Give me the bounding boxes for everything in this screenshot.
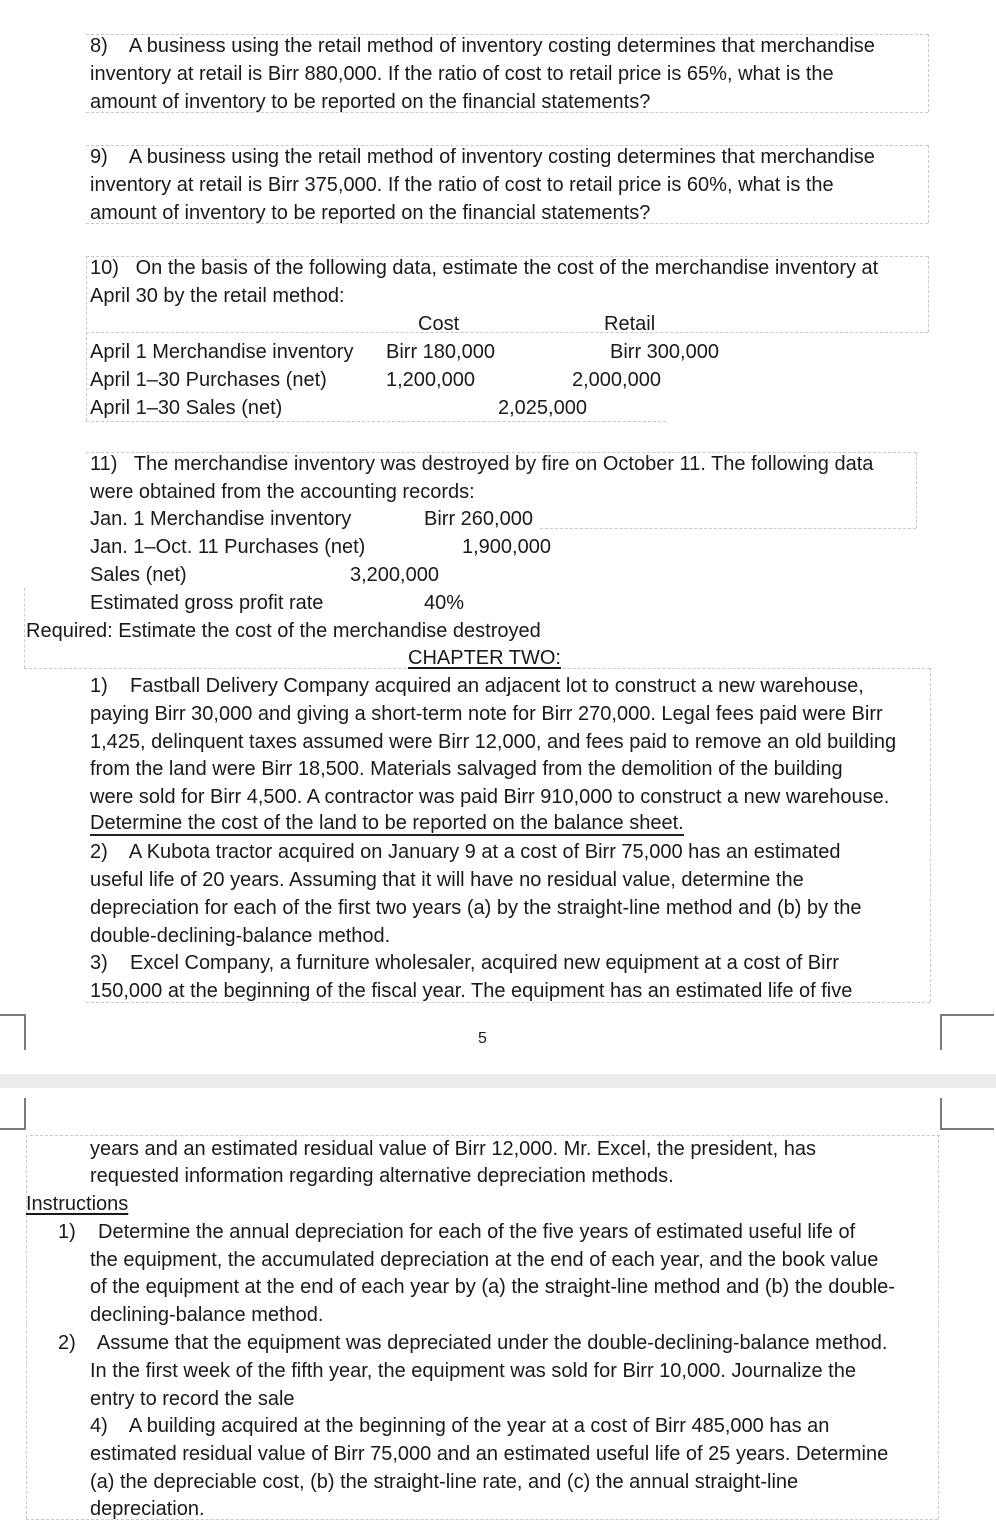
q10-row-label: April 1 Merchandise inventory — [90, 341, 354, 363]
p2-line2: requested information regarding alternative depreciation methods. — [90, 1165, 674, 1187]
p4-line3: (a) the depreciable cost, (b) the straight-line rate, and (c) the annual straight-line — [90, 1471, 799, 1493]
q11-row-value: Birr 260,000 — [424, 508, 533, 530]
q10-row-retail: 2,000,000 — [572, 369, 661, 391]
p4-line1 — [90, 1414, 829, 1438]
q10-header-cost: Cost — [418, 313, 460, 335]
q11-row-label: Jan. 1–Oct. 11 Purchases (net) — [90, 536, 366, 558]
q11-row-label: Sales (net) — [90, 564, 187, 586]
c2-p1-text: Fastball Delivery Company acquired an adjacent lot to construct a new warehouse, — [130, 675, 864, 697]
q11-text: The merchandise inventory was destroyed by fire on October 11. The following data — [133, 453, 874, 475]
c2-p3-line2: 150,000 at the beginning of the fiscal year. The equipment has an estimated life of five — [90, 980, 853, 1002]
dash-line — [928, 256, 929, 332]
q11-required: Required: Estimate the cost of the merchandise destroyed — [26, 620, 541, 642]
c2-p1-line5: were sold for Birr 4,500. A contractor was paid Birr 910,000 to construct a new warehouse. — [90, 786, 890, 808]
i2-number: 2) — [58, 1332, 76, 1354]
q10-row-cost: Birr 180,000 — [386, 341, 495, 363]
q11-row-value: 1,900,000 — [462, 536, 551, 558]
q10-row-retail: 2,025,000 — [498, 397, 587, 419]
c2-p1-line6: Determine the cost of the land to be reported on the balance sheet. — [90, 812, 684, 834]
crop-mark — [940, 1098, 994, 1130]
q10-header-retail: Retail — [604, 313, 656, 335]
c2-p2-line4: double-declining-balance method. — [90, 925, 391, 947]
q10-row-cost: 1,200,000 — [386, 369, 475, 391]
dash-line — [86, 256, 87, 421]
p2-line1: years and an estimated residual value of Birr 12,000. Mr. Excel, the president, has — [90, 1138, 816, 1160]
q10-row-retail: Birr 300,000 — [610, 341, 719, 363]
q11-row-label: Jan. 1 Merchandise inventory — [90, 508, 352, 530]
i2-line2: In the first week of the fifth year, the equipment was sold for Birr 10,000. Journalize the — [90, 1360, 856, 1382]
q10-row-label: April 1–30 Sales (net) — [90, 397, 283, 419]
q9-number: 9) — [90, 146, 108, 168]
q9-line1 — [90, 145, 875, 169]
c2-p3-text: Excel Company, a furniture wholesaler, acquired new equipment at a cost of Birr — [130, 952, 839, 974]
i2-text: Assume that the equipment was depreciated under the double-declining-balance method. — [96, 1332, 888, 1354]
dash-line — [928, 34, 929, 112]
q11-line2: were obtained from the accounting records: — [90, 481, 475, 503]
c2-p2-number: 2) — [90, 841, 108, 863]
p4-line2: estimated residual value of Birr 75,000 and an estimated useful life of 25 years. Determine — [90, 1443, 889, 1465]
page-number: 5 — [478, 1030, 487, 1047]
dash-line — [928, 145, 929, 223]
dash-line — [930, 668, 931, 1002]
c2-p1-number: 1) — [90, 675, 108, 697]
c2-p2-line3: depreciation for each of the first two years (a) by the straight-line method and (b) by the — [90, 897, 862, 919]
dash-line — [86, 332, 928, 333]
instructions-heading: Instructions — [26, 1193, 129, 1215]
q10-line1 — [90, 256, 878, 280]
i1-line3: of the equipment at the end of each year by (a) the straight-line method and (b) the double- — [90, 1276, 895, 1298]
i1-line1 — [58, 1220, 855, 1244]
p4-line4: depreciation. — [90, 1498, 205, 1520]
q10-line2: April 30 by the retail method: — [90, 285, 345, 307]
q11-line1 — [90, 452, 873, 476]
q10-number: 10) — [90, 257, 119, 279]
q9-text: A business using the retail method of inventory costing determines that merchandise — [128, 146, 875, 168]
chapter-title: CHAPTER TWO: — [408, 647, 561, 669]
p4-number: 4) — [90, 1415, 108, 1437]
dash-line — [86, 421, 666, 422]
dash-line — [916, 452, 917, 528]
i1-line4: declining-balance method. — [90, 1304, 324, 1326]
i1-line2: the equipment, the accumulated depreciation at the end of each year, and the book value — [90, 1249, 879, 1271]
c2-p1-line4: from the land were Birr 18,500. Materials salvaged from the demolition of the building — [90, 758, 843, 780]
c2-p3-line1 — [90, 951, 839, 975]
p4-text: A building acquired at the beginning of the year at a cost of Birr 485,000 has an — [128, 1415, 830, 1437]
i2-line1 — [58, 1331, 887, 1355]
dash-line — [540, 528, 916, 529]
q11-number: 11) — [90, 453, 118, 475]
dash-line — [30, 1135, 940, 1136]
dash-line — [24, 588, 25, 668]
q10-text: On the basis of the following data, estimate the cost of the merchandise inventory at — [135, 257, 879, 279]
q8-number: 8) — [90, 35, 108, 57]
q8-text: A business using the retail method of inventory costing determines that merchandise — [128, 35, 875, 57]
i1-number: 1) — [58, 1221, 76, 1243]
q11-row-label: Estimated gross profit rate — [90, 592, 324, 614]
crop-mark — [0, 1098, 26, 1130]
q9-line2: inventory at retail is Birr 375,000. If the ratio of cost to retail price is 60%, what is the — [90, 174, 834, 196]
crop-mark — [940, 1014, 994, 1050]
c2-p1-line2: paying Birr 30,000 and giving a short-term note for Birr 270,000. Legal fees paid were Birr — [90, 703, 883, 725]
q9-line3: amount of inventory to be reported on the financial statements? — [90, 202, 651, 224]
i2-line3: entry to record the sale — [90, 1388, 295, 1410]
page-gap — [0, 1074, 996, 1088]
c2-p2-text: A Kubota tractor acquired on January 9 at a cost of Birr 75,000 has an estimated — [128, 841, 841, 863]
c2-p2-line2: useful life of 20 years. Assuming that it will have no residual value, determine the — [90, 869, 804, 891]
q11-row-value: 40% — [424, 592, 465, 614]
c2-p1-line3: 1,425, delinquent taxes assumed were Birr 12,000, and fees paid to remove an old building — [90, 731, 897, 753]
c2-p2-line1 — [90, 840, 840, 864]
dash-line — [938, 1135, 939, 1519]
c2-p3-number: 3) — [90, 952, 108, 974]
q11-row-value: 3,200,000 — [350, 564, 439, 586]
c2-p1-line1 — [90, 674, 864, 698]
q10-row-label: April 1–30 Purchases (net) — [90, 369, 327, 391]
crop-mark — [0, 1014, 26, 1050]
q8-line3: amount of inventory to be reported on the financial statements? — [90, 91, 651, 113]
i1-text: Determine the annual depreciation for each of the five years of estimated useful life of — [98, 1221, 856, 1243]
q8-line2: inventory at retail is Birr 880,000. If the ratio of cost to retail price is 65%, what is the — [90, 63, 834, 85]
q8-line1 — [90, 34, 875, 58]
